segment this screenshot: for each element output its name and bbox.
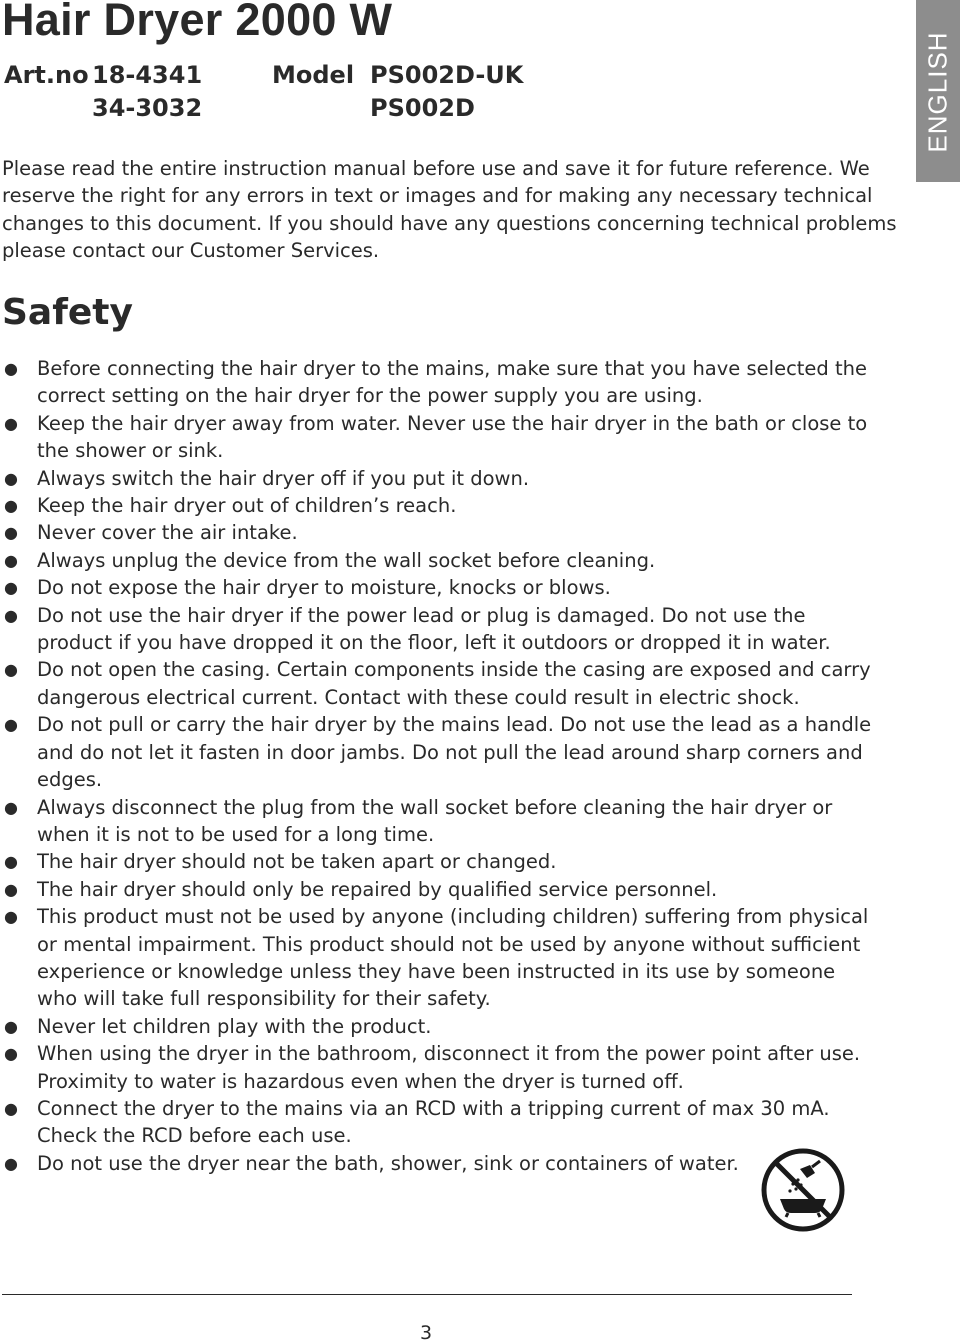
list-item xyxy=(0,355,880,410)
list-item xyxy=(0,492,880,519)
language-tab-label: ENGLISH xyxy=(922,31,953,153)
list-item xyxy=(0,1095,880,1150)
list-item-text: Never cover the air intake. xyxy=(37,521,298,545)
list-item xyxy=(0,465,880,492)
list-item-text: The hair dryer should not be taken apart or changed. xyxy=(37,850,557,874)
list-item xyxy=(0,574,880,601)
list-item-text: Always unplug the device from the wall socket before cleaning. xyxy=(37,548,656,572)
model-number-primary: PS002D-UK xyxy=(370,61,524,89)
bullet-icon: ● xyxy=(4,413,18,433)
list-item xyxy=(0,794,880,849)
bullet-icon: ● xyxy=(4,1153,18,1173)
list-item-text: Do not pull or carry the hair dryer by the mains lead. Do not use the lead as a handle and do not let it fasten in door jambs. Do not pull the lead around sharp corners and edges. xyxy=(37,713,872,792)
page-title: Hair Dryer 2000 W xyxy=(2,0,393,45)
bullet-icon: ● xyxy=(4,550,18,570)
list-item xyxy=(0,1040,880,1095)
bullet-icon: ● xyxy=(4,523,18,543)
list-item-text: Before connecting the hair dryer to the mains, make sure that you have selected the correct setting on the hair dryer for the power supply you are using. xyxy=(37,357,868,408)
page-number: 3 xyxy=(419,1322,433,1344)
list-item-text: Always disconnect the plug from the wall socket before cleaning the hair dryer or when it is not to be used for a long time. xyxy=(37,795,833,846)
list-item xyxy=(0,410,880,465)
bullet-icon: ● xyxy=(4,468,18,488)
bullet-icon: ● xyxy=(4,715,18,735)
list-item-text: Do not expose the hair dryer to moisture, knocks or blows. xyxy=(37,576,611,600)
list-item-text: Never let children play with the product. xyxy=(37,1014,432,1038)
bullet-icon: ● xyxy=(4,797,18,817)
art-number-secondary: 34-3032 xyxy=(92,94,203,122)
bullet-icon: ● xyxy=(4,359,18,378)
list-item-text: Connect the dryer to the mains via an RCD with a tripping current of max 30 mA. Check the RCD before each use. xyxy=(37,1096,830,1148)
bullet-icon: ● xyxy=(4,852,18,872)
footer-divider xyxy=(2,1294,852,1295)
list-item xyxy=(0,848,880,875)
list-item-text: The hair dryer should only be repaired by qualified service personnel. xyxy=(37,877,718,901)
list-item-text: Keep the hair dryer away from water. Never use the hair dryer in the bath or close to the shower or sink. xyxy=(37,411,868,463)
bullet-icon: ● xyxy=(4,1098,18,1118)
list-item xyxy=(0,519,880,546)
list-item xyxy=(0,711,880,793)
safety-heading: Safety xyxy=(2,292,133,333)
bullet-icon: ● xyxy=(4,605,18,625)
bullet-icon: ● xyxy=(4,496,18,516)
list-item-text: This product must not be used by anyone (including children) suffering from physical or mental impairment. This product should not be used by anyone without sufficient experience or knowledge unless they have been instructed in its use by someone who will take full responsibility for their safety. xyxy=(37,905,869,1011)
list-item-text: Do not use the hair dryer if the power lead or plug is damaged. Do not use the product if you have dropped it on the floor, left it outdoors or dropped it in water. xyxy=(37,603,831,655)
list-item xyxy=(0,547,880,574)
list-item-text: Do not use the dryer near the bath, shower, sink or containers of water. xyxy=(37,1151,739,1175)
list-item-text: Always switch the hair dryer off if you put it down. xyxy=(37,466,530,490)
list-item xyxy=(0,1013,880,1040)
list-item xyxy=(0,876,880,903)
art-number-primary: 18-4341 xyxy=(92,61,203,89)
bullet-icon: ● xyxy=(4,578,18,598)
list-item xyxy=(0,903,880,1013)
intro-paragraph: Please read the entire instruction manual before use and save it for future reference. We reserve the right for any errors in text or images and for making any necessary technical changes to this document. If you should have any questions concerning technical problems please contact our Customer Services. xyxy=(2,157,897,263)
model-number-secondary: PS002D xyxy=(370,94,475,122)
list-item-text: Keep the hair dryer out of children’s reach. xyxy=(37,494,457,518)
model-label: Model xyxy=(272,61,355,89)
bullet-icon: ● xyxy=(4,1044,18,1064)
list-item-text: Do not open the casing. Certain components inside the casing are exposed and carry dangerous electrical current. Contact with these could result in electric shock. xyxy=(37,658,871,709)
list-item xyxy=(0,1150,880,1177)
bullet-icon: ● xyxy=(4,660,18,680)
bullet-icon: ● xyxy=(4,879,18,899)
bullet-icon: ● xyxy=(4,907,18,927)
art-number-label: Art.no xyxy=(4,61,89,89)
bullet-icon: ● xyxy=(4,1016,18,1036)
list-item xyxy=(0,602,880,657)
safety-list xyxy=(0,355,880,1177)
no-water-use-icon xyxy=(760,1147,846,1233)
list-item xyxy=(0,656,880,711)
list-item-text: When using the dryer in the bathroom, disconnect it from the power point after use. Proximity to water is hazardous even when the dryer is turned off. xyxy=(37,1042,861,1093)
